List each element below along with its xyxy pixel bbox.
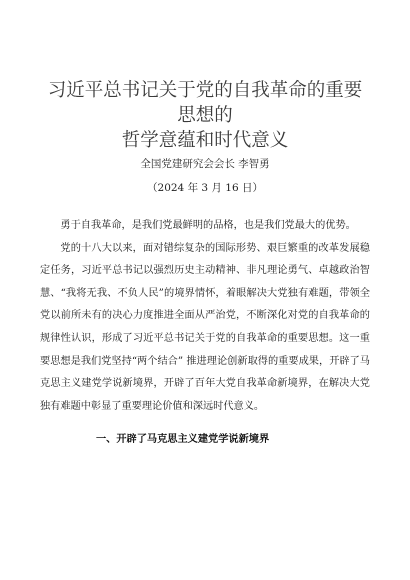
title-line-1: 习近平总书记关于党的自我革命的重要思想的 <box>47 80 363 126</box>
document-title <box>40 78 370 153</box>
paragraph-2: 党的十八大以来，面对错综复杂的国际形势、艰巨繁重的改革发展稳定任务，习近平总书记以强烈历史主动精神、非凡理论勇气、卓越政治智慧、“我将无我、不负人民”的境界情怀，着眼解决大党独有难题，带领全党以前所未有的决心力度推进全面从严治党，不断深化对党的自我革命的规律性认识，形成了习近平总书记关于党的自我革命的重要思想。这一重要思想是我们党坚持“两个结合” 推进理论创新取得的重要成果，开辟了马克思主义建党学说新境界，开辟了百年大党自我革命新境界，在解决大党独有难题中彰显了重要理论价值和深远时代意义。 <box>40 242 370 412</box>
author-line: 全国党建研究会会长 李智勇 <box>140 158 270 170</box>
paragraph-1: 勇于自我革命，是我们党最鲜明的品格，也是我们党最大的优势。 <box>60 220 356 231</box>
date-line: （2024 年 3 月 16 日） <box>147 182 263 194</box>
section-heading: 一、开辟了马克思主义建党学说新境界 <box>96 434 270 446</box>
title-line-2: 哲学意蕴和时代意义 <box>121 130 289 151</box>
body-text <box>40 215 370 418</box>
